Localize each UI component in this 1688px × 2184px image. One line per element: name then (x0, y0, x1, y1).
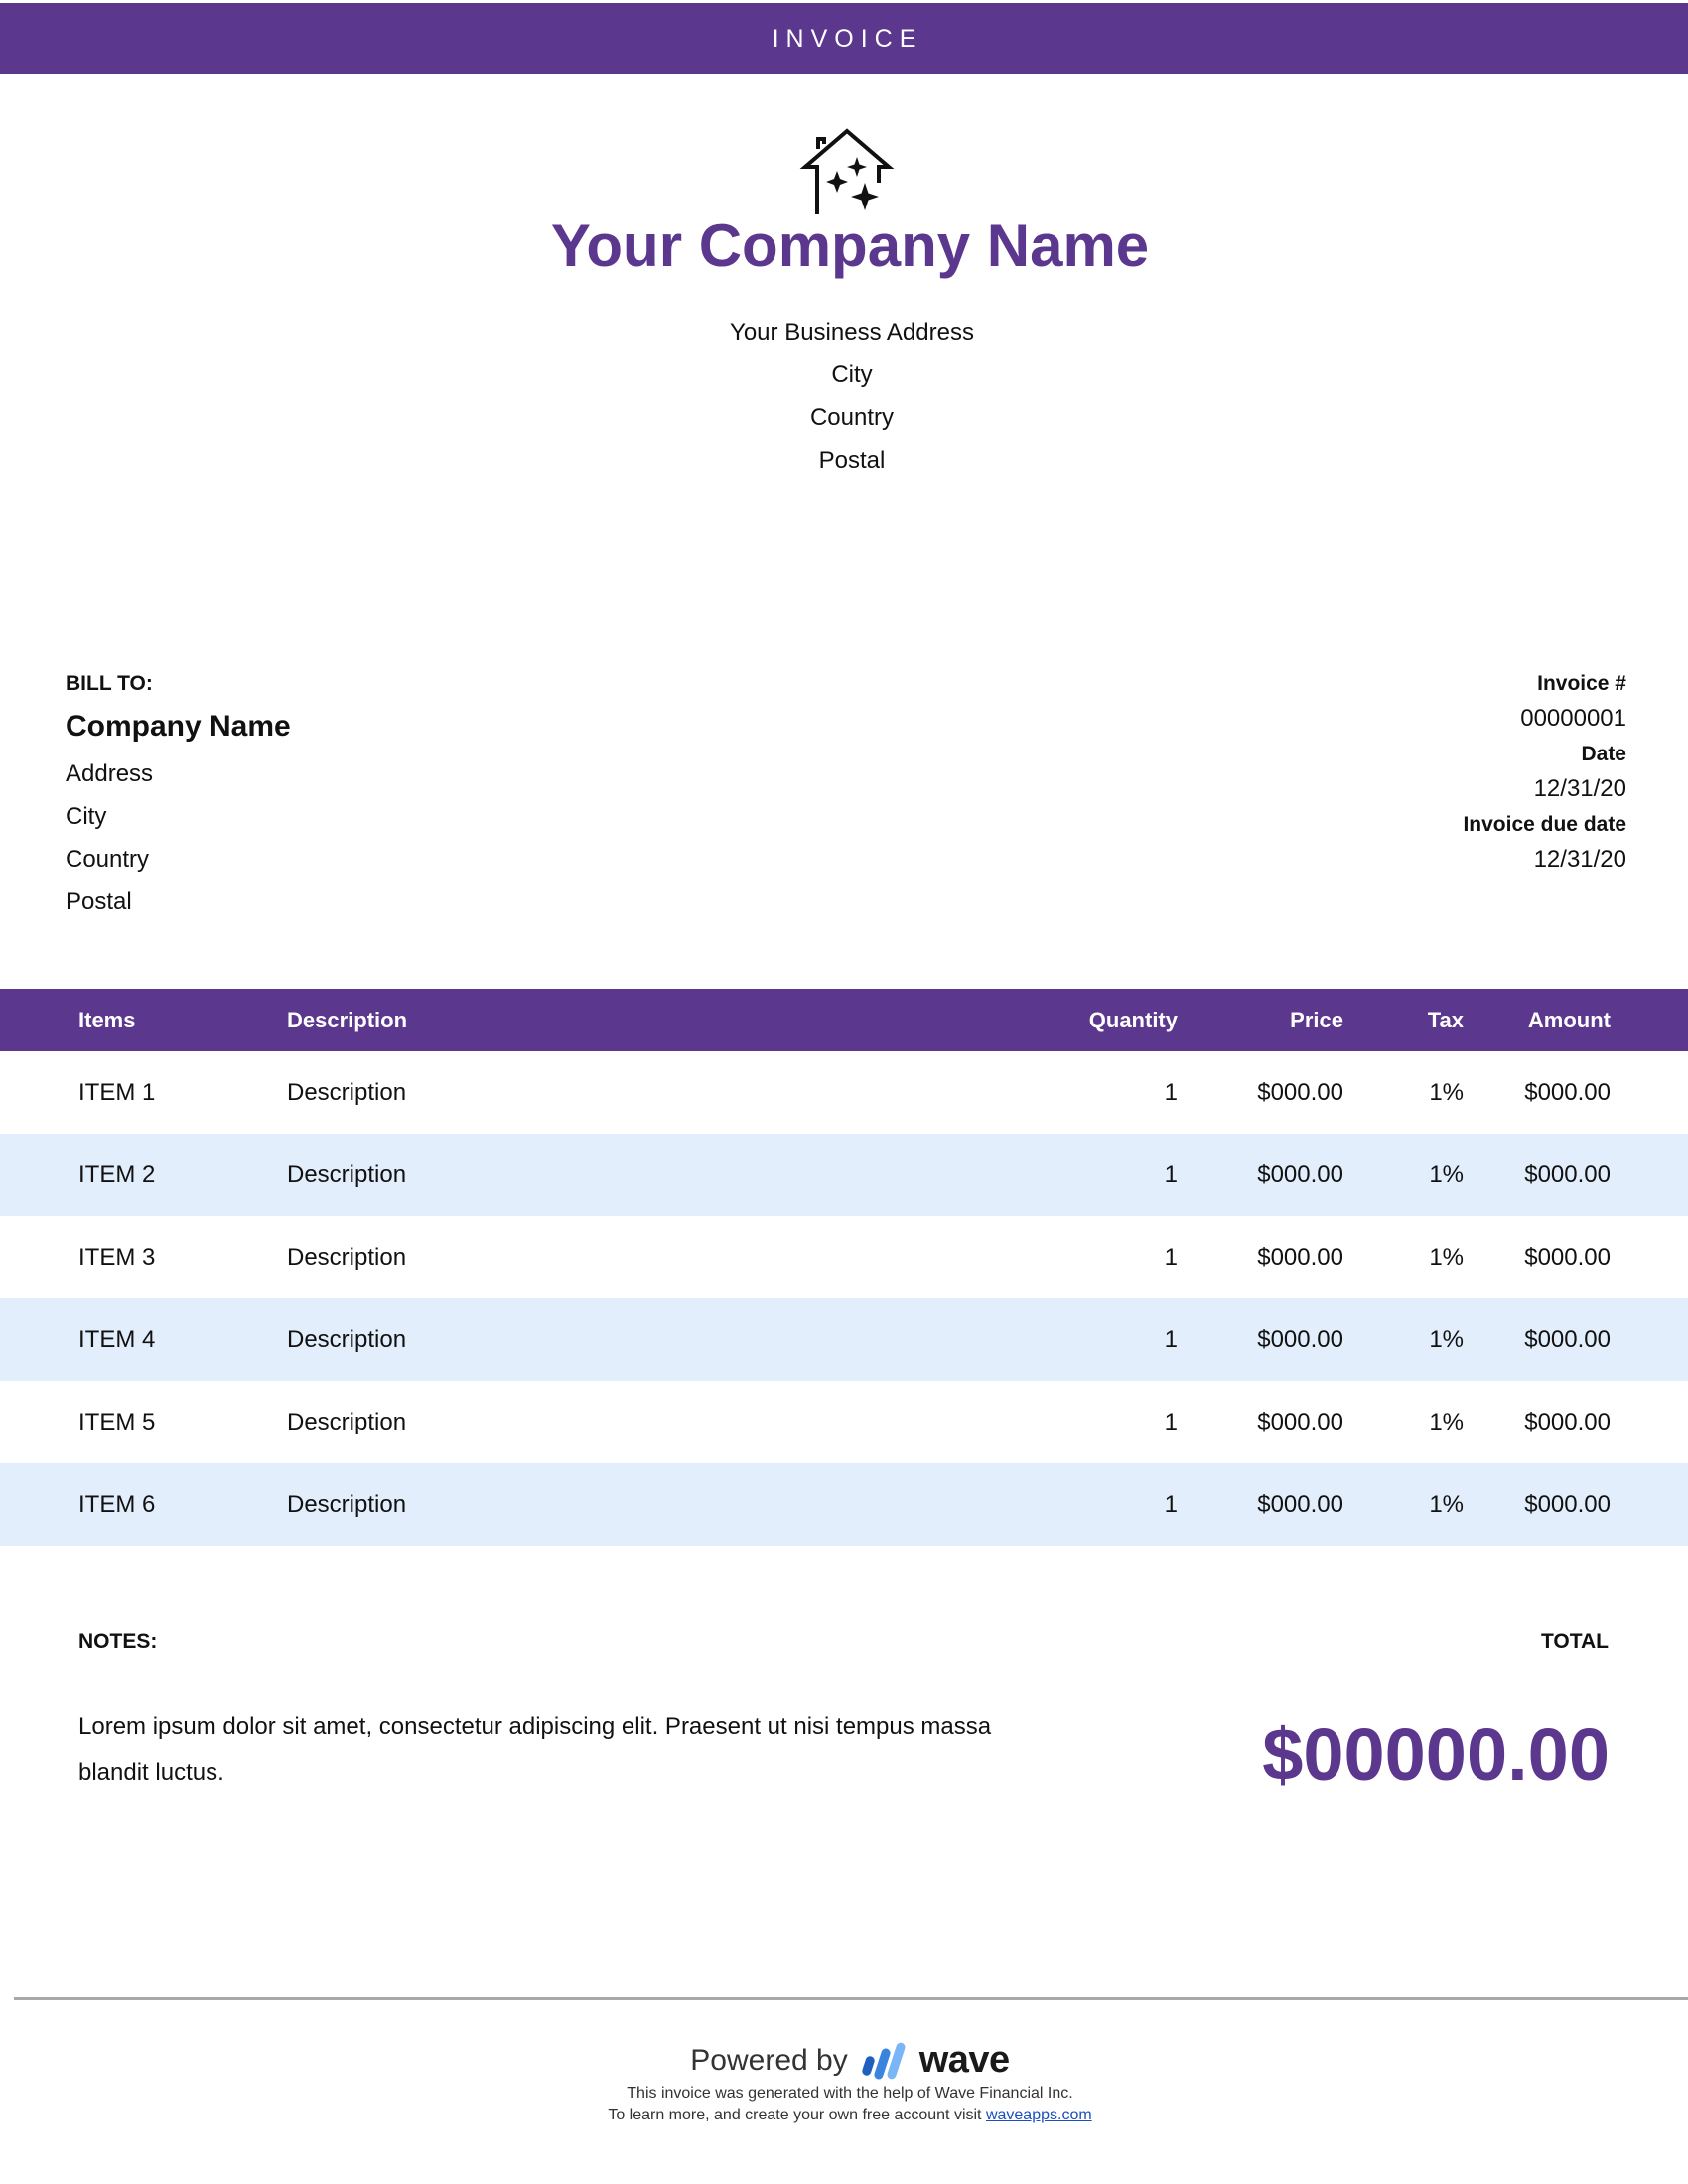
bill-to-company: Company Name (66, 710, 291, 743)
notes-label: NOTES: (78, 1630, 158, 1653)
bill-to-section (66, 669, 291, 923)
cell-description: Description (287, 1490, 407, 1518)
bill-to-country: Country (66, 846, 150, 873)
header-items: Items (78, 1007, 136, 1032)
company-postal: Postal (818, 447, 886, 474)
cell-amount: $000.00 (1524, 1490, 1611, 1518)
cell-price: $000.00 (1257, 1160, 1343, 1188)
cell-description: Description (287, 1160, 407, 1188)
footer-divider (14, 1997, 1688, 2000)
cell-item: ITEM 1 (78, 1078, 156, 1106)
cell-tax: 1% (1429, 1490, 1464, 1518)
bill-to-address: Address (66, 760, 154, 787)
footer-learn-more-text: To learn more, and create your own free account visit (608, 2107, 986, 2123)
table-row (0, 1463, 1688, 1546)
cell-price: $000.00 (1257, 1408, 1343, 1435)
house-sparkles-icon (799, 127, 895, 214)
total-label: TOTAL (1540, 1630, 1609, 1653)
invoice-number: 00000001 (1520, 705, 1626, 732)
powered-by-wave (0, 2039, 1688, 2082)
cell-quantity: 1 (1164, 1160, 1178, 1188)
company-city: City (831, 361, 873, 388)
powered-by-text: Powered by (690, 2043, 848, 2077)
table-row (0, 1298, 1688, 1381)
cell-amount: $000.00 (1524, 1078, 1611, 1106)
header-quantity: Quantity (1088, 1007, 1178, 1032)
table-row (0, 1051, 1688, 1134)
cell-tax: 1% (1429, 1408, 1464, 1435)
header-amount: Amount (1527, 1007, 1611, 1032)
wave-brand-name: wave (918, 2039, 1010, 2081)
cell-quantity: 1 (1164, 1408, 1178, 1435)
cell-item: ITEM 2 (78, 1160, 156, 1188)
bill-to-label: BILL TO: (66, 672, 153, 695)
cell-price: $000.00 (1257, 1243, 1343, 1271)
header-tax: Tax (1427, 1007, 1464, 1032)
cell-item: ITEM 6 (78, 1490, 156, 1518)
cell-price: $000.00 (1257, 1078, 1343, 1106)
header-description: Description (287, 1007, 408, 1032)
table-row (0, 1216, 1688, 1298)
cell-quantity: 1 (1164, 1243, 1178, 1271)
invoice-meta (1463, 669, 1626, 881)
cell-quantity: 1 (1164, 1325, 1178, 1353)
bill-to-city: City (66, 803, 107, 830)
cell-tax: 1% (1429, 1078, 1464, 1106)
cell-description: Description (287, 1078, 407, 1106)
company-name: Your Company Name (550, 212, 1150, 279)
company-address-line: Your Business Address (730, 319, 974, 345)
cell-item: ITEM 4 (78, 1325, 156, 1353)
banner-title: INVOICE (772, 24, 923, 53)
cell-amount: $000.00 (1524, 1160, 1611, 1188)
waveapps-link[interactable]: waveapps.com (985, 2107, 1092, 2123)
table-row (0, 1381, 1688, 1463)
table-row (0, 1134, 1688, 1216)
cell-description: Description (287, 1243, 407, 1271)
cell-quantity: 1 (1164, 1078, 1178, 1106)
cell-amount: $000.00 (1524, 1243, 1611, 1271)
footer-learn-more (0, 2107, 1688, 2124)
cell-description: Description (287, 1325, 407, 1353)
notes-text: Lorem ipsum dolor sit amet, consectetur adipiscing elit. Praesent ut nisi tempus massa blandit luctus. (78, 1713, 992, 1786)
items-table (0, 989, 1688, 1546)
cell-tax: 1% (1429, 1160, 1464, 1188)
invoice-date-label: Date (1581, 743, 1626, 765)
invoice-due-date: 12/31/20 (1533, 846, 1626, 873)
total-amount: $00000.00 (1262, 1713, 1610, 1796)
cell-item: ITEM 3 (78, 1243, 156, 1271)
bill-to-postal: Postal (66, 888, 132, 915)
cell-item: ITEM 5 (78, 1408, 156, 1435)
footer-generated-note: This invoice was generated with the help of Wave Financial Inc. (627, 2085, 1073, 2102)
cell-amount: $000.00 (1524, 1408, 1611, 1435)
table-header (0, 989, 1688, 1051)
invoice-number-label: Invoice # (1537, 672, 1626, 695)
cell-tax: 1% (1429, 1243, 1464, 1271)
invoice-banner (0, 3, 1688, 74)
cell-tax: 1% (1429, 1325, 1464, 1353)
cell-description: Description (287, 1408, 407, 1435)
invoice-date: 12/31/20 (1533, 775, 1626, 802)
cell-price: $000.00 (1257, 1325, 1343, 1353)
company-address (0, 311, 1688, 481)
cell-quantity: 1 (1164, 1490, 1178, 1518)
header-price: Price (1290, 1007, 1343, 1032)
cell-price: $000.00 (1257, 1490, 1343, 1518)
company-country: Country (809, 404, 895, 431)
invoice-due-date-label: Invoice due date (1463, 813, 1626, 836)
cell-amount: $000.00 (1524, 1325, 1611, 1353)
wave-logo-icon (860, 2040, 908, 2082)
